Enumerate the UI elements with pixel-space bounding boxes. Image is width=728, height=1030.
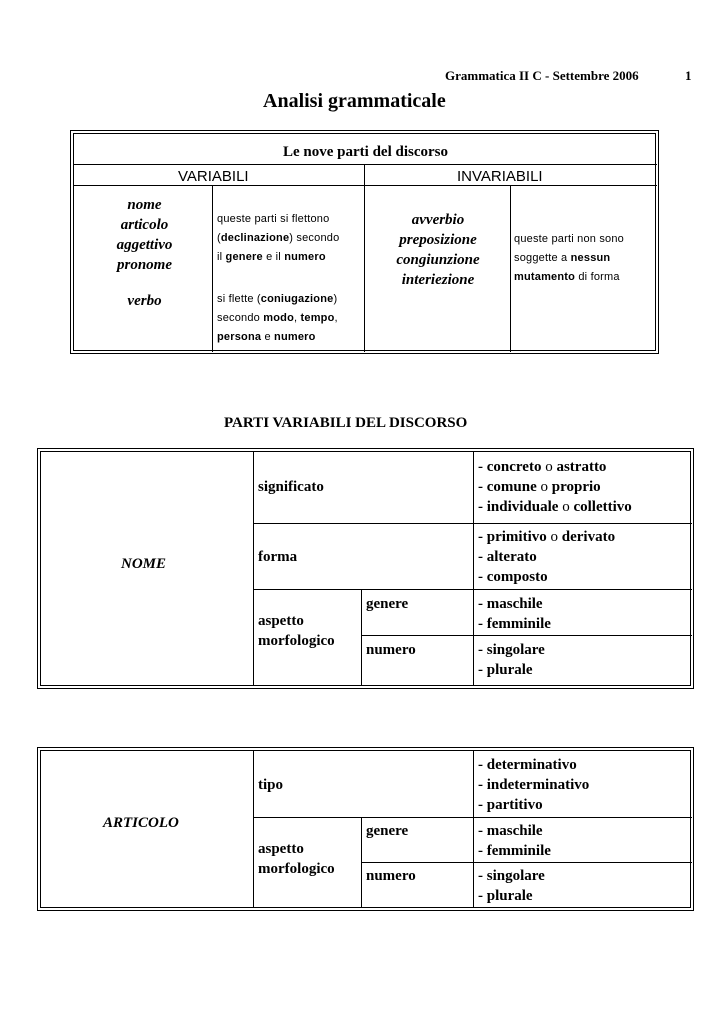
variabili-header: VARIABILI <box>178 168 249 185</box>
divider <box>253 751 254 907</box>
significato-label: significato <box>258 479 324 495</box>
divider <box>74 164 657 165</box>
divider <box>473 452 474 685</box>
page-header <box>0 68 728 88</box>
part-verbo: verbo <box>127 293 162 309</box>
flex-note: queste parti si flettono (declinazione) secondo il genere e il numero <box>217 213 340 263</box>
significato-values: - concreto o astratto - comune o proprio - individuale o collettivo <box>478 459 632 515</box>
divider <box>361 862 692 863</box>
divider <box>212 185 213 352</box>
invariabili-header: INVARIABILI <box>457 168 543 185</box>
row-label-nome: NOME <box>121 556 167 572</box>
divider <box>253 523 692 524</box>
genere-values: - maschile - femminile <box>478 596 551 632</box>
divider <box>510 185 511 352</box>
divider <box>253 452 254 685</box>
part-interiezione: interiezione <box>401 272 475 288</box>
aspetto-morfologico-label: aspetto morfologico <box>258 841 335 877</box>
nome-table <box>37 448 694 689</box>
section-title: PARTI VARIABILI DEL DISCORSO <box>224 415 468 431</box>
aspetto-morfologico-label: aspetto morfologico <box>258 613 335 649</box>
page-number: 1 <box>685 68 692 83</box>
genere-values: - maschile - femminile <box>478 823 551 859</box>
divider <box>361 635 692 636</box>
header-title: Grammatica II C - Settembre 2006 <box>445 68 639 83</box>
numero-values: - singolare - plurale <box>478 868 545 904</box>
divider <box>361 589 362 685</box>
table-inner-border <box>73 133 656 351</box>
table-caption: Le nove parti del discorso <box>283 144 448 160</box>
part-articolo: articolo <box>120 217 169 233</box>
divider <box>74 185 657 186</box>
numero-values: - singolare - plurale <box>478 642 545 678</box>
forma-values: - primitivo o derivato - alterato - composto <box>478 529 616 585</box>
table-inner-border <box>40 451 691 686</box>
genere-label: genere <box>366 596 409 612</box>
part-preposizione: preposizione <box>399 232 477 248</box>
tipo-values: - determinativo - indeterminativo - partitivo <box>478 757 590 813</box>
forma-label: forma <box>258 549 298 565</box>
divider <box>473 751 474 907</box>
verbo-note: si flette (coniugazione) secondo modo, tempo, persona e numero <box>217 293 338 343</box>
articolo-table <box>37 747 694 911</box>
part-pronome: pronome <box>116 257 172 273</box>
variabili-parts-list <box>82 195 207 275</box>
part-congiunzione: congiunzione <box>396 252 480 268</box>
part-avverbio: avverbio <box>411 212 465 228</box>
row-label-articolo: ARTICOLO <box>103 815 179 831</box>
document-title: Analisi grammaticale <box>263 90 446 112</box>
genere-label: genere <box>366 823 409 839</box>
parts-of-speech-table <box>70 130 659 354</box>
tipo-label: tipo <box>258 777 284 793</box>
divider <box>253 589 692 590</box>
numero-label: numero <box>366 868 416 884</box>
part-aggettivo: aggettivo <box>116 237 173 253</box>
table-inner-border <box>40 750 691 908</box>
divider <box>253 817 692 818</box>
invariabili-parts-list <box>370 210 506 290</box>
invariabili-note: queste parti non sono soggette a nessun mutamento di forma <box>514 233 624 283</box>
numero-label: numero <box>366 642 416 658</box>
part-nome: nome <box>127 197 162 213</box>
divider <box>364 164 365 352</box>
